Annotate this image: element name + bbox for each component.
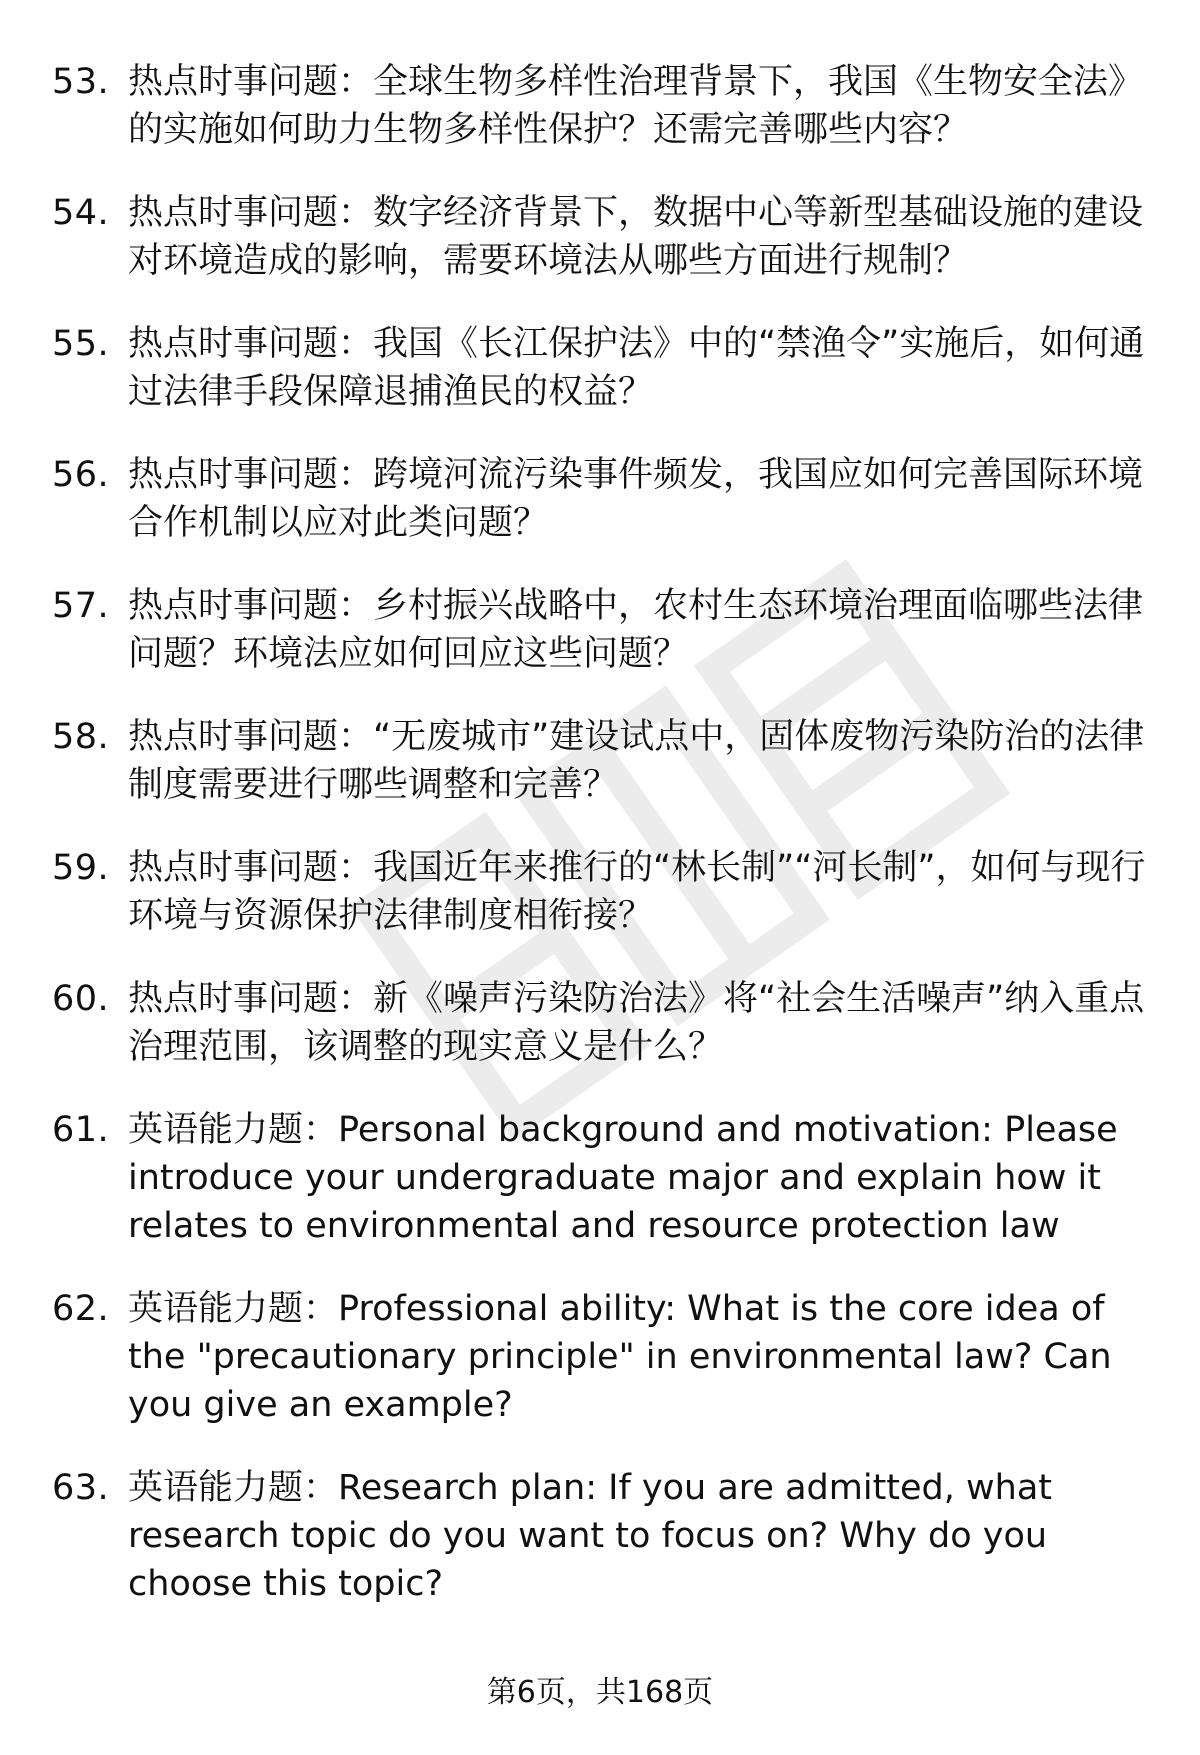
question-text: 热点时事问题：我国近年来推行的“林长制”“河长制”，如何与现行环境与资源保护法律制度相衔接？ <box>128 848 1146 936</box>
question-text: 热点时事问题：乡村振兴战略中，农村生态环境治理面临哪些法律问题？环境法应如何回应这些问题？ <box>128 586 1144 674</box>
question-item-57 <box>52 582 1152 678</box>
question-item-55 <box>52 320 1152 416</box>
page-number-label: 第6页，共168页 <box>486 1675 714 1710</box>
question-number: 59. <box>52 848 110 888</box>
question-item-62 <box>52 1285 1152 1429</box>
question-number: 60. <box>52 979 110 1019</box>
question-text: 英语能力题：Personal background and motivation: Please introduce your undergraduate major and explain how it relates to environmental and resource protection law <box>128 1110 1118 1246</box>
question-text: 英语能力题：Professional ability: What is the core idea of the "precautionary principle" in environmental law? Can you give an example? <box>128 1289 1112 1425</box>
question-number: 63. <box>52 1468 110 1508</box>
page-footer <box>0 1673 1200 1713</box>
question-item-54 <box>52 189 1152 285</box>
question-item-56 <box>52 451 1152 547</box>
question-item-61 <box>52 1106 1152 1250</box>
question-number: 56. <box>52 455 110 495</box>
question-item-53 <box>52 58 1152 154</box>
question-text: 热点时事问题：我国《长江保护法》中的“禁渔令”实施后，如何通过法律手段保障退捕渔民的权益？ <box>128 324 1145 412</box>
question-number: 61. <box>52 1110 110 1150</box>
question-item-58 <box>52 713 1152 809</box>
question-item-63 <box>52 1464 1152 1608</box>
question-number: 55. <box>52 324 110 364</box>
question-text: 热点时事问题：数字经济背景下，数据中心等新型基础设施的建设对环境造成的影响，需要环境法从哪些方面进行规制？ <box>128 193 1144 281</box>
question-text: 热点时事问题：全球生物多样性治理背景下，我国《生物安全法》的实施如何助力生物多样性保护？还需完善哪些内容？ <box>128 62 1144 150</box>
question-number: 58. <box>52 717 110 757</box>
question-number: 54. <box>52 193 110 233</box>
question-text: 热点时事问题：跨境河流污染事件频发，我国应如何完善国际环境合作机制以应对此类问题？ <box>128 455 1144 543</box>
question-text: 热点时事问题：“无废城市”建设试点中，固体废物污染防治的法律制度需要进行哪些调整和完善？ <box>128 717 1145 805</box>
question-item-60 <box>52 975 1152 1071</box>
question-number: 57. <box>52 586 110 626</box>
question-item-59 <box>52 844 1152 940</box>
question-number: 62. <box>52 1289 110 1329</box>
question-number: 53. <box>52 62 110 102</box>
question-text: 英语能力题：Research plan: If you are admitted, what research topic do you want to focus on? Why do you choose this topic? <box>128 1468 1052 1604</box>
question-list <box>52 58 1152 1643</box>
question-text: 热点时事问题：新《噪声污染防治法》将“社会生活噪声”纳入重点治理范围，该调整的现实意义是什么？ <box>128 979 1145 1067</box>
